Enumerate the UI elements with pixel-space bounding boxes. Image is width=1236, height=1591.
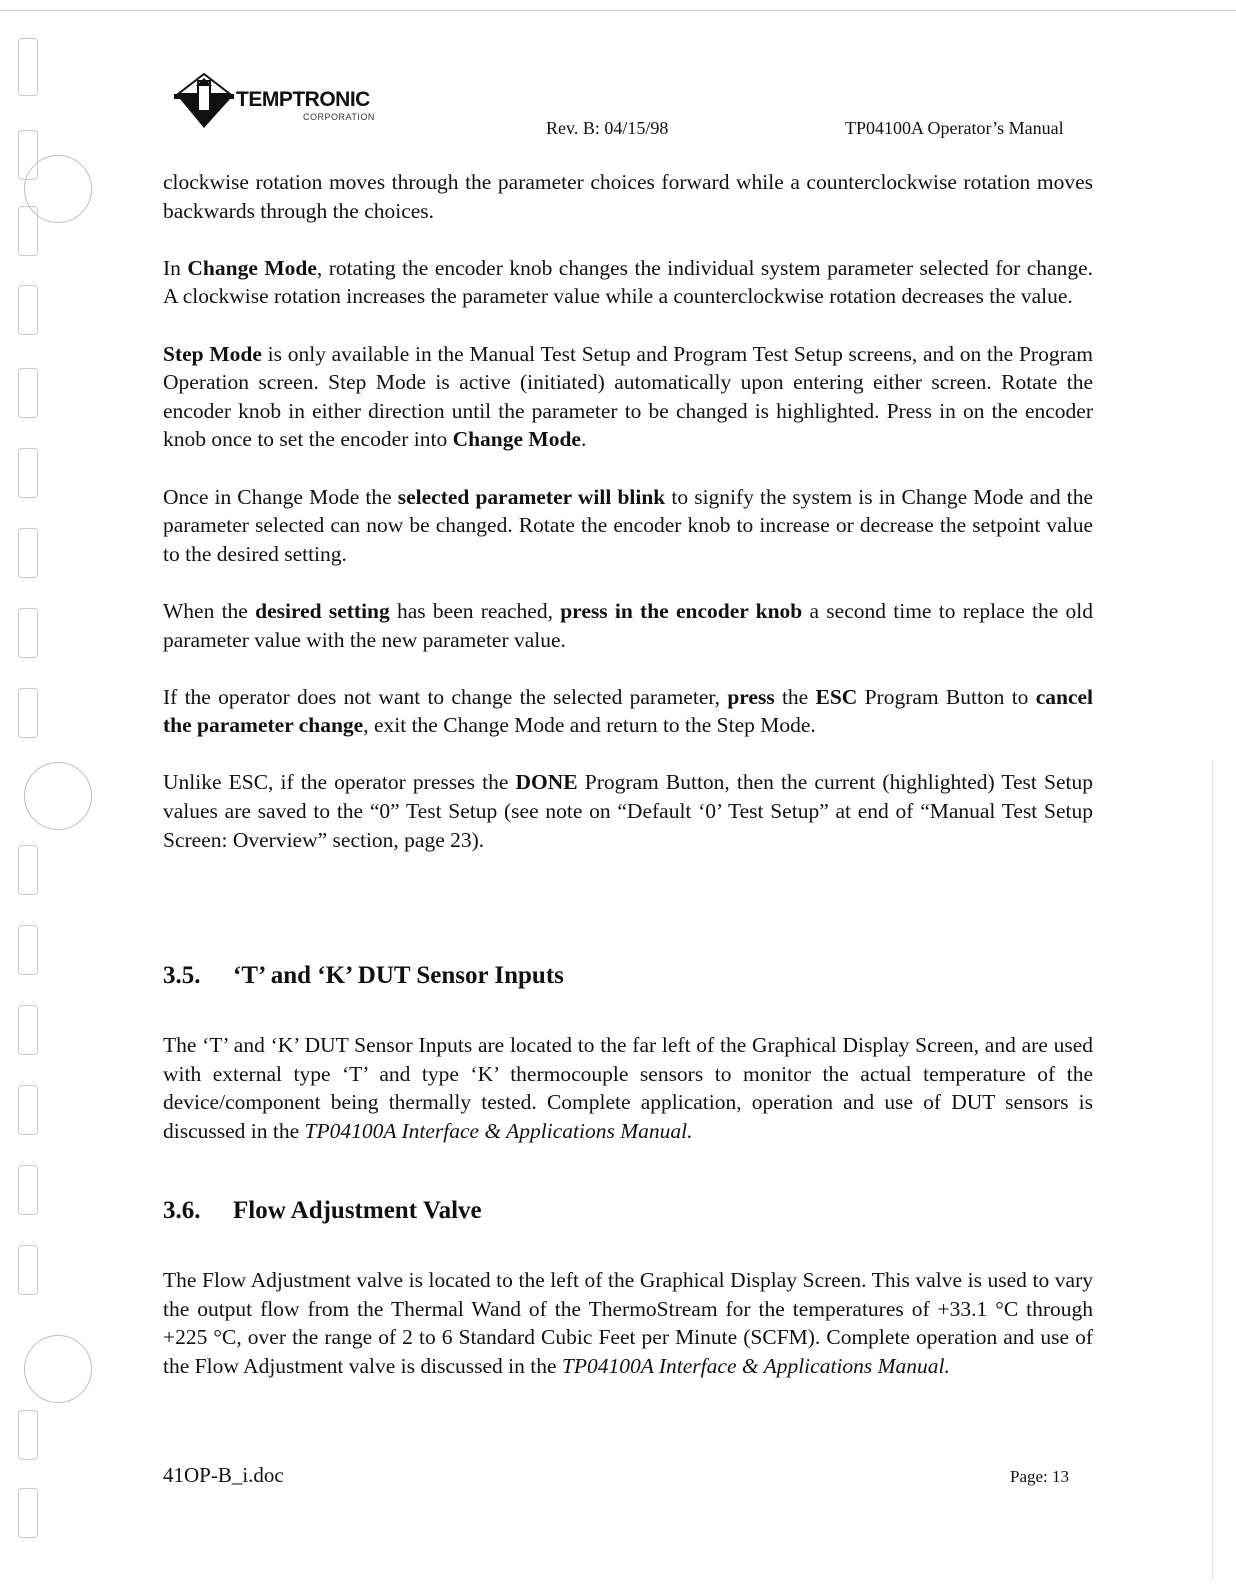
punch-hole — [18, 1005, 38, 1055]
punch-hole — [18, 448, 38, 498]
punch-hole — [18, 368, 38, 418]
punch-hole — [18, 1085, 38, 1135]
section-3-6-text — [163, 1266, 1093, 1380]
footer-page-number: Page: 13 — [1010, 1467, 1070, 1486]
paragraph-done: Unlike ESC, if the operator presses the DONE Program Button, then the current (highlighted) Test Setup values are saved to the “0” Test Setup (see note on “Default ‘0’ Test Setup” at end of “Manual Test Setup Screen: Overview” section, page 23). — [163, 770, 1093, 852]
punch-hole — [18, 38, 38, 96]
paragraph-rotation: clockwise rotation moves through the parameter choices forward while a counterclockwise rotation moves backwards through the choices. — [163, 170, 1093, 223]
punch-hole — [18, 528, 38, 578]
revision-label: Rev. B: 04/15/98 — [546, 118, 669, 138]
manual-title: TP04100A Operator’s Manual — [845, 118, 1064, 138]
logo-name: TEMPTRONIC — [236, 88, 370, 111]
paragraph-desired-setting: When the desired setting has been reached, press in the encoder knob a second time to replace the old parameter value with the new parameter value. — [163, 598, 1093, 652]
punch-hole — [18, 1245, 38, 1295]
temptronic-logo — [172, 72, 412, 132]
paragraph-step-mode: Step Mode is only available in the Manual Test Setup and Program Test Setup screens, and on the Program Operation screen. Step Mode is active (initiated) automatically upon entering either screen. Rotate the encoder knob in either direction until the parameter to be changed is highlighted. Press in on the encoder knob once to set the encoder into Change Mode. — [163, 341, 1093, 452]
section-heading-3-6: 3.6. Flow Adjustment Valve — [163, 1197, 482, 1224]
punch-hole — [18, 608, 38, 658]
intro-text — [163, 168, 1093, 854]
section-3-5-text — [163, 1031, 1093, 1145]
punch-hole — [18, 1165, 38, 1215]
scan-right-edge — [1212, 760, 1213, 1580]
punch-hole — [18, 845, 38, 895]
binder-ring — [24, 1335, 92, 1403]
footer-filename: 41OP-B_i.doc — [163, 1463, 284, 1487]
section-heading-3-5: 3.5. ‘T’ and ‘K’ DUT Sensor Inputs — [163, 962, 564, 989]
punch-hole — [18, 285, 38, 335]
binder-ring — [24, 762, 92, 830]
paragraph-blink: Once in Change Mode the selected parameter will blink to signify the system is in Change Mode and the parameter selected can now be changed. Rotate the encoder knob to increase or decrease the setpoint value to the desired setting. — [163, 484, 1093, 566]
scan-top-edge — [0, 10, 1236, 11]
punch-hole — [18, 1488, 38, 1538]
paragraph-change-mode: In Change Mode, rotating the encoder knob changes the individual system parameter selected for change. A clockwise rotation increases the parameter value while a counterclockwise rotation decreases the value. — [163, 255, 1093, 309]
punch-hole — [18, 206, 38, 256]
paragraph-dut-sensors: The ‘T’ and ‘K’ DUT Sensor Inputs are located to the far left of the Graphical Display Screen, and are used with external type ‘T’ and type ‘K’ thermocouple sensors to monitor the actual temperature of the device/component being thermally tested. Complete application, operation and use of DUT sensors is discussed in the TP04100A Interface & Applications Manual. — [163, 1033, 1093, 1143]
punch-hole — [18, 1410, 38, 1460]
paragraph-esc: If the operator does not want to change the selected parameter, press the ESC Program Button to cancel the parameter change, exit the Change Mode and return to the Step Mode. — [163, 684, 1093, 738]
logo-arrows-icon — [172, 72, 236, 132]
logo-subtitle: CORPORATION — [303, 112, 375, 122]
punch-hole — [18, 925, 38, 975]
punch-hole — [18, 688, 38, 738]
paragraph-flow-valve: The Flow Adjustment valve is located to the left of the Graphical Display Screen. This valve is used to vary the output flow from the Thermal Wand of the ThermoStream for the temperatures of +33.1 °C through +225 °C, over the range of 2 to 6 Standard Cubic Feet per Minute (SCFM). Complete operation and use of the Flow Adjustment valve is discussed in the TP04100A Interface & Applications Manual. — [163, 1268, 1093, 1378]
